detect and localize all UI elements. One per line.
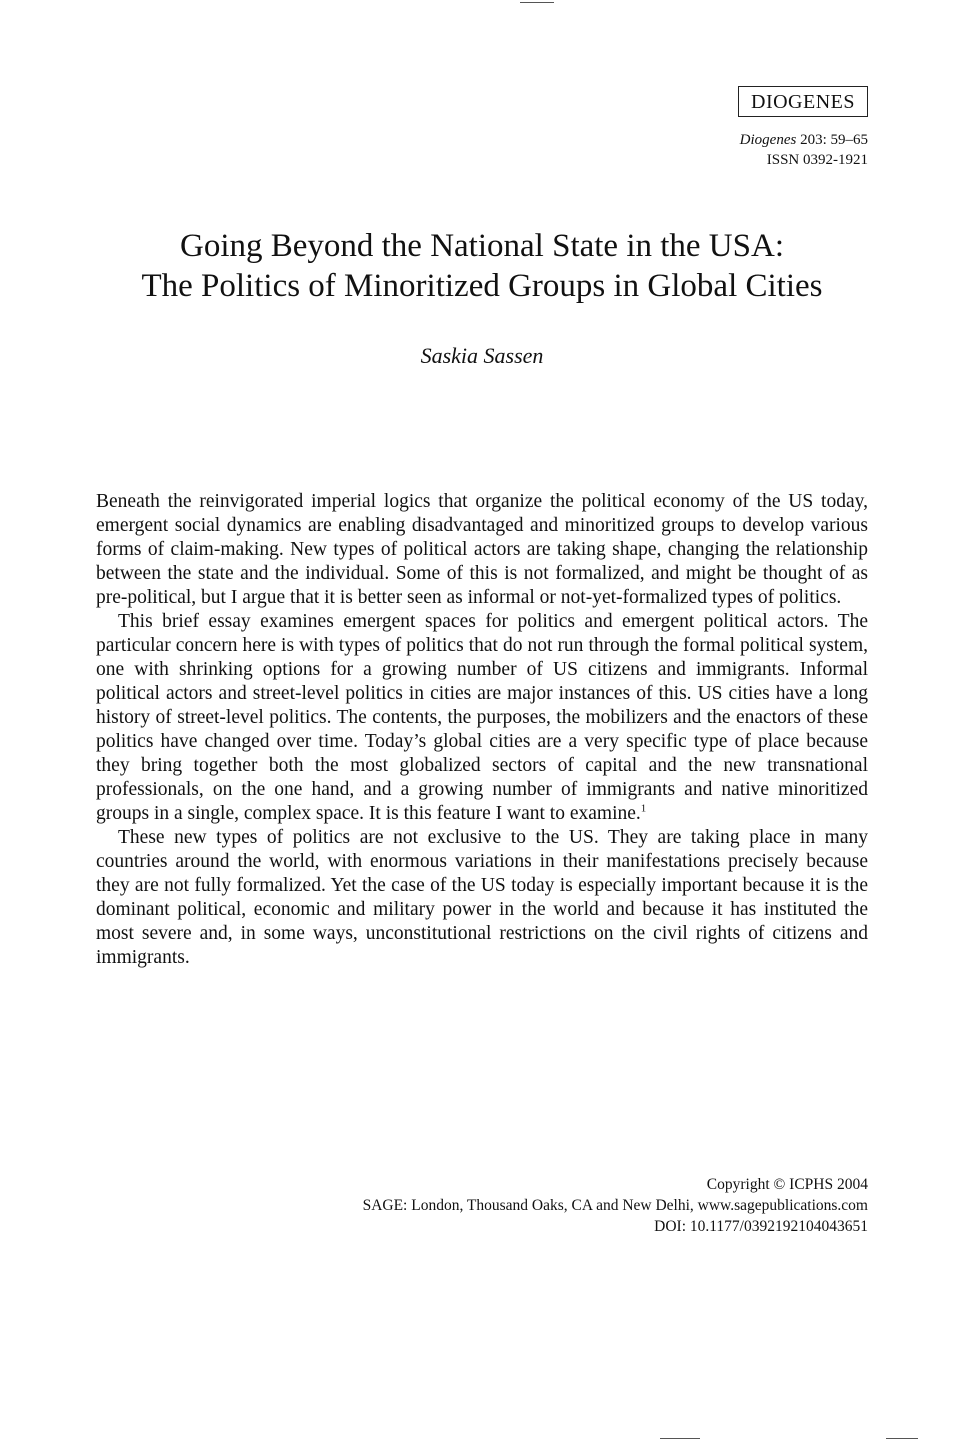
author-name: Saskia Sassen	[420, 343, 544, 368]
issn: ISSN 0392-1921	[766, 152, 868, 168]
article-title-line-2: The Politics of Minoritized Groups in Global Cities	[141, 268, 823, 304]
journal-issue-line	[740, 130, 868, 150]
body-paragraph-2-text: This brief essay examines emergent spaces for politics and emergent political actors. The particular concern here is with types of politics that do not run through the formal political system, one with shrinking options for a growing number of US citizens and immigrants. Informal political actors and street-level politics in cities are major instances of this. US cities have a long history of street-level politics. The contents, the purposes, the mobilizers and the enactors of these politics have changed over time. Today’s global cities are a very specific type of place because they bring together both the most globalized sectors of capital and the new transnational professionals, on the one hand, and a growing number of immigrants and native minoritized groups in a single, complex space. It is this feature I want to examine.	[96, 611, 868, 824]
copyright-block	[363, 1174, 868, 1237]
copyright-line: Copyright © ICPHS 2004	[706, 1176, 868, 1193]
scan-artifact-bottom-left	[660, 1438, 700, 1439]
publisher-line: SAGE: London, Thousand Oaks, CA and New Delhi, www.sagepublications.com	[362, 1197, 868, 1214]
issue-pages: 203: 59–65	[800, 132, 868, 148]
article-title-line-1: Going Beyond the National State in the USA:	[179, 228, 784, 264]
scan-artifact-top	[520, 2, 554, 3]
footnote-marker[interactable]: 1	[640, 802, 647, 815]
article-title	[60, 226, 904, 306]
journal-name: Diogenes	[739, 132, 797, 148]
journal-citation	[740, 130, 868, 170]
doi-line: DOI: 10.1177/0392192104043651	[654, 1218, 868, 1235]
article-body	[96, 490, 868, 970]
body-paragraph-1: Beneath the reinvigorated imperial logics that organize the political economy of the US today, emergent social dynamics are enabling disadvantaged and minoritized groups to develop various forms of claim-making. New types of political actors are taking shape, changing the relationship between the state and the individual. Some of this is not formalized, and might be thought of as pre-political, but I argue that it is better seen as informal or not-yet-formalized types of politics.	[96, 491, 868, 608]
journal-name-box: DIOGENES	[738, 86, 868, 117]
body-paragraph-3: These new types of politics are not exclusive to the US. They are taking place in many countries around the world, with enormous variations in their manifestations precisely because they are not fully formalized. Yet the case of the US today is especially important because it is the dominant political, economic and military power in the world and because it has instituted the most severe and, in some ways, unconstitutional restrictions on the civil rights of citizens and immigrants.	[96, 827, 868, 968]
body-paragraph-2	[96, 610, 868, 826]
scan-artifact-bottom-right	[886, 1438, 918, 1439]
